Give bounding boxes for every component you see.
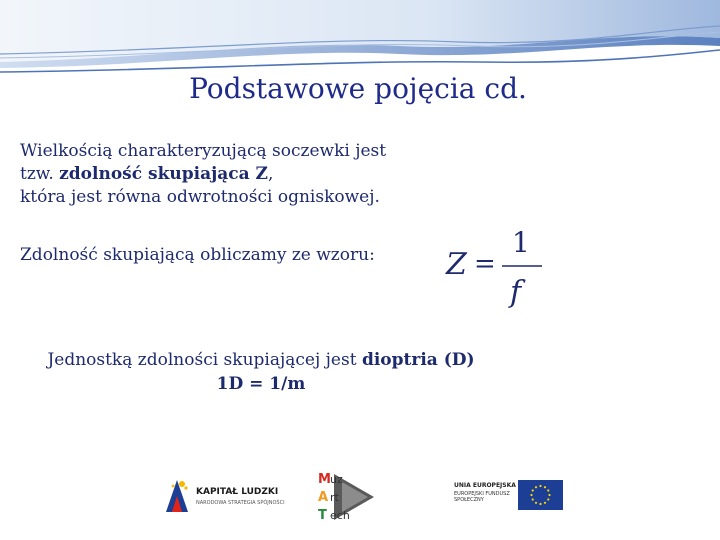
slide-title-text: Podstawowe pojęcia cd. [189, 72, 527, 105]
muzartinfo-letter-m: M [318, 472, 331, 487]
muzartinfo-letter-t: T [318, 508, 327, 523]
formula-lhs: Z [446, 247, 467, 282]
eu-star-icon [544, 502, 546, 504]
eu-star-icon [547, 489, 549, 491]
formula-equals: = [474, 249, 496, 279]
unit-line-2 [0, 372, 522, 396]
eu-subtitle: EUROPEJSKI FUNDUSZ SPOŁECZNY [454, 491, 510, 503]
eu-flag-icon [518, 480, 563, 510]
unit-equation: 1D = 1/m [216, 374, 306, 394]
kapital-ludzki-subtitle: NARODOWA STRATEGIA SPÓJNOŚCI [196, 500, 285, 506]
muzartinfo-letter-a: A [318, 490, 329, 505]
eu-star-icon [532, 489, 534, 491]
eu-star-icon [535, 486, 537, 488]
unit-line-1 [0, 348, 522, 372]
muzartinfo-logo [312, 468, 404, 526]
muzartinfo-suffix-uz: uz [330, 473, 343, 486]
formula-intro: Zdolność skupiającą obliczamy ze wzoru: [20, 245, 375, 265]
paragraph-line-2-suffix: , [267, 164, 274, 184]
muzartinfo-suffix-ech: ech [330, 509, 350, 522]
definition-paragraph [20, 140, 420, 209]
formula-z-equals-one-over-f [444, 222, 554, 312]
unit-definition [0, 348, 522, 396]
eu-title: UNIA EUROPEJSKA [454, 482, 516, 489]
eu-star-icon [539, 503, 541, 505]
paragraph-line-2 [20, 163, 420, 186]
muzartinfo-info: Info [374, 491, 395, 504]
eu-star-icon [539, 485, 541, 487]
paragraph-line-3: która jest równa odwrotności ogniskowej. [20, 187, 380, 207]
paragraph-line-2-prefix: tzw. [20, 164, 60, 184]
eu-star-icon [532, 498, 534, 500]
kapital-ludzki-name: KAPITAŁ LUDZKI [196, 487, 279, 497]
unit-line-1-prefix: Jednostką zdolności skupiającej jest [47, 350, 362, 370]
unit-dioptria: dioptria (D) [361, 350, 475, 370]
paragraph-line-1: Wielkością charakteryzującą soczewki jest [20, 141, 387, 161]
term-zdolnosc-skupiajaca: zdolność skupiająca Z [59, 164, 268, 184]
eu-star-icon [535, 502, 537, 504]
muzartinfo-suffix-rt: rt [330, 491, 339, 504]
formula-denominator: f [510, 275, 522, 310]
eu-star-icon [548, 494, 550, 496]
slide-title [0, 72, 720, 105]
eu-star-icon [544, 486, 546, 488]
formula-numerator: 1 [512, 226, 530, 259]
eu-star-icon [547, 498, 549, 500]
eu-star-icon [530, 494, 532, 496]
